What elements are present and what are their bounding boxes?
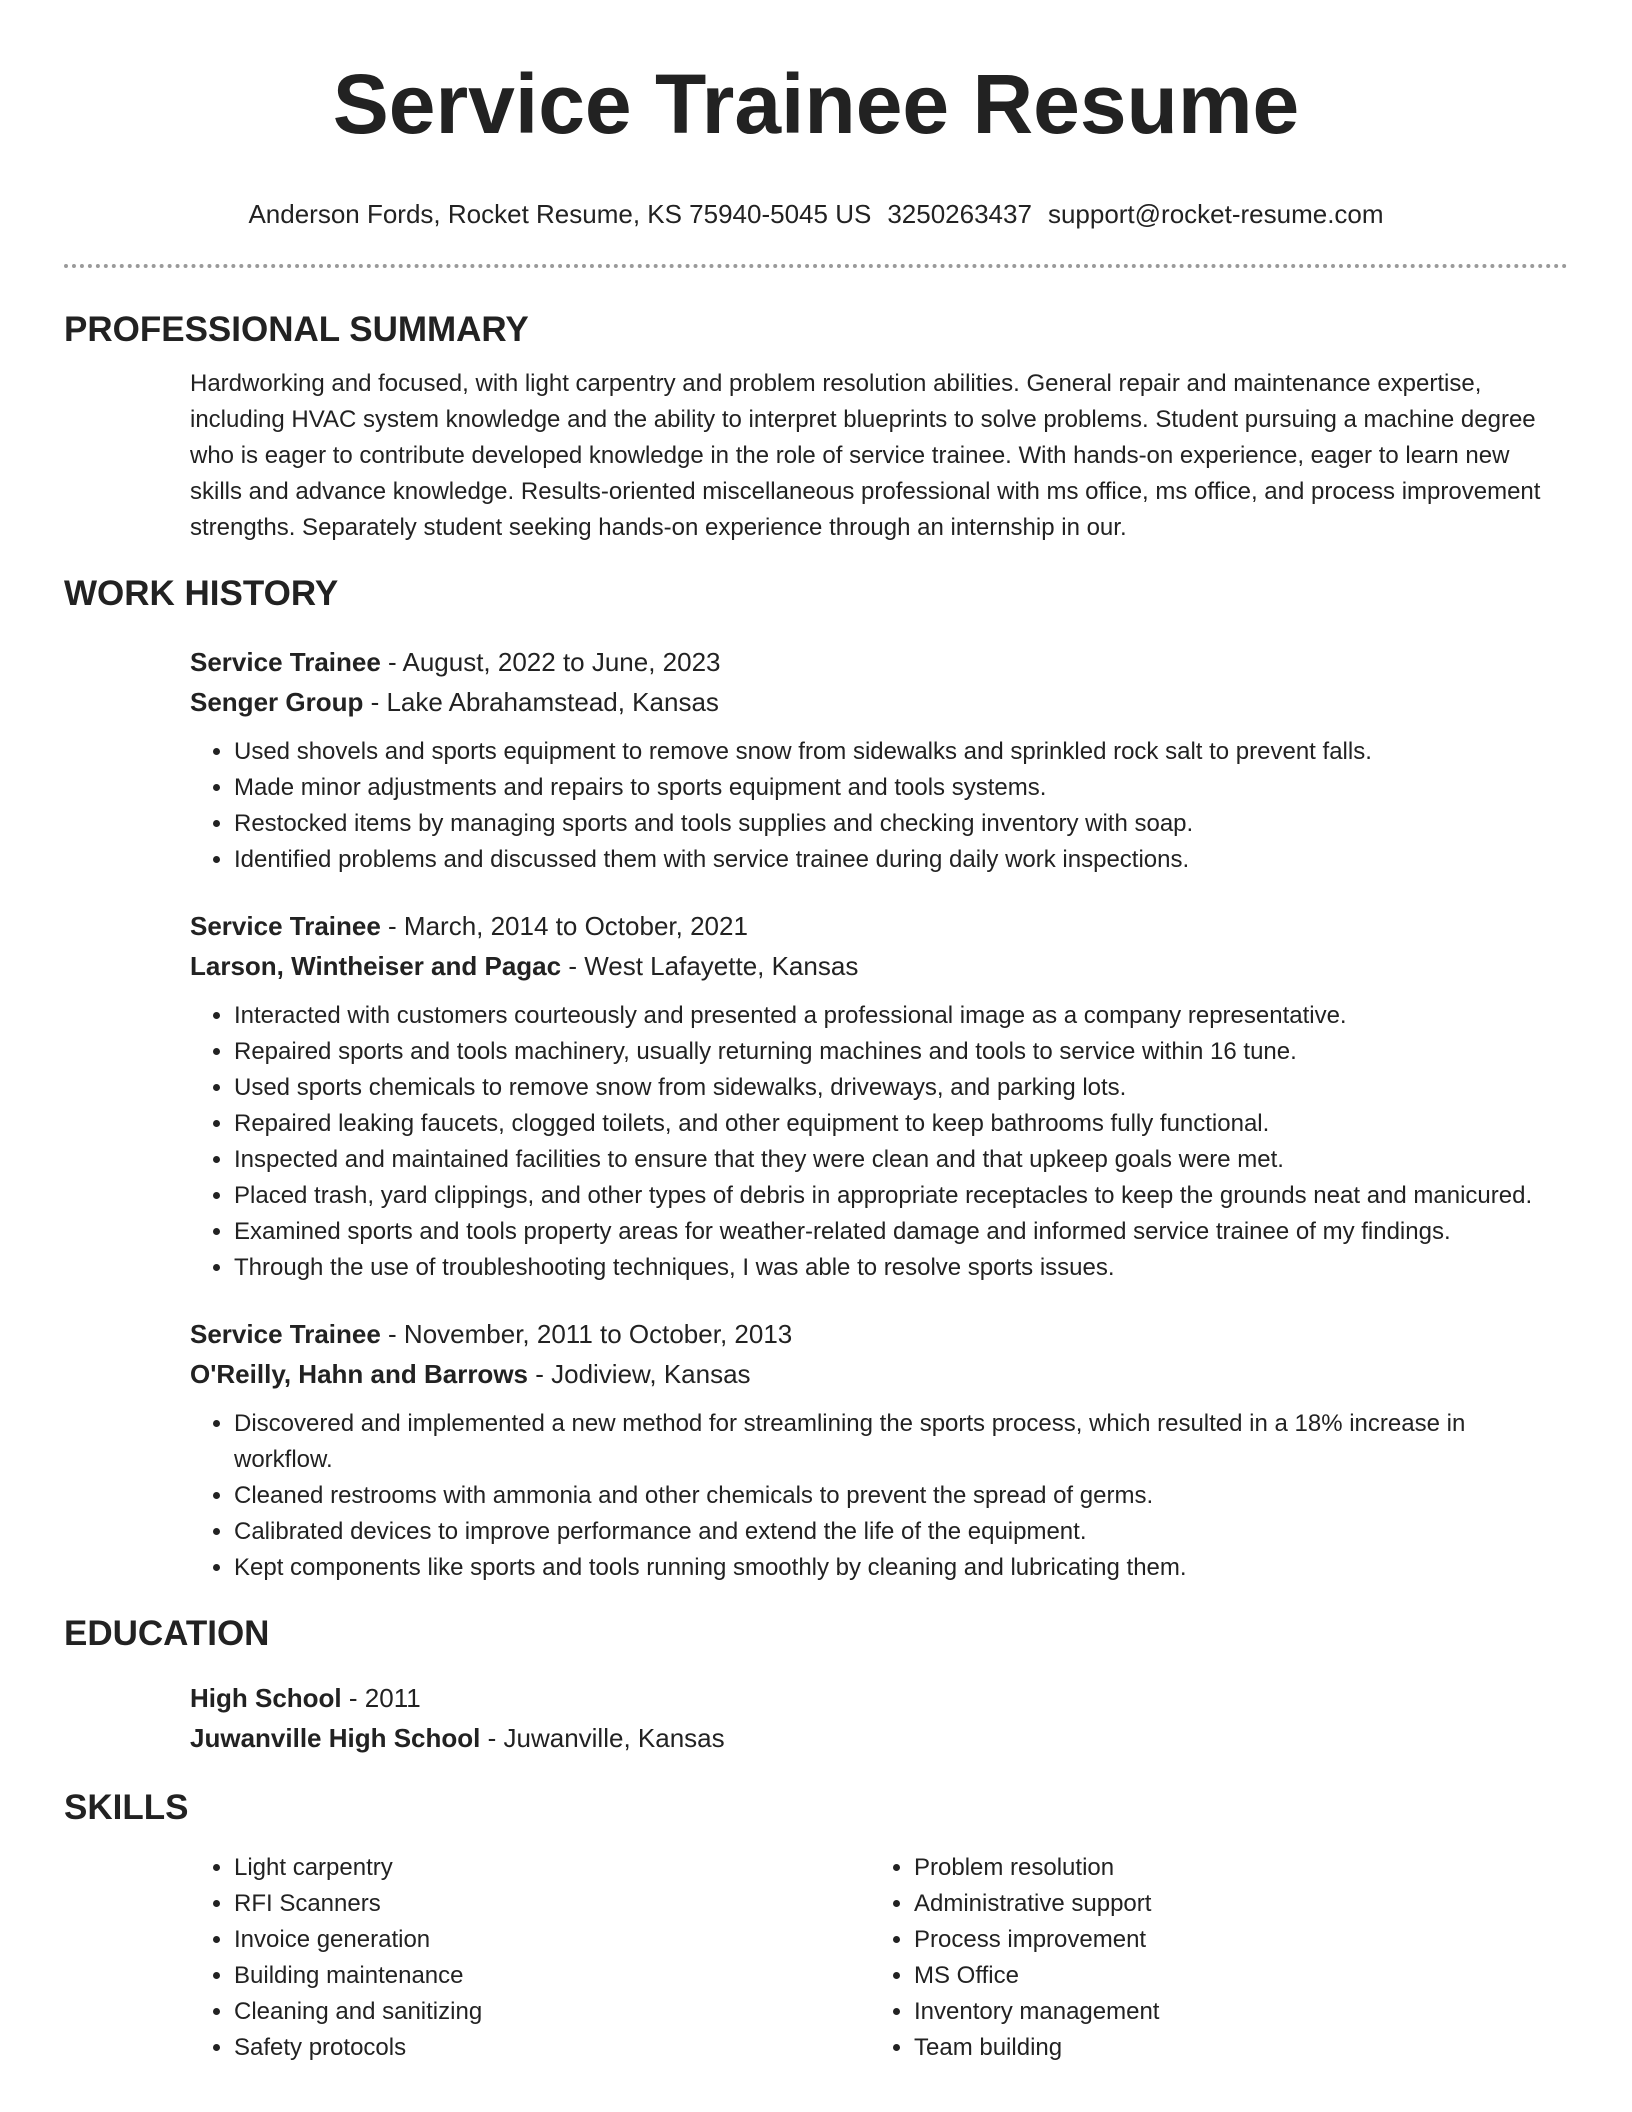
job-bullet: • Placed trash, yard clippings, and other types of debris in appropriate receptacles to keep the grounds neat and manicured. — [234, 1178, 1568, 1214]
job-dates: - March, 2014 to October, 2021 — [380, 911, 748, 941]
skill-item: • Light carpentry — [234, 1850, 870, 1886]
skill-item: • Inventory management — [914, 1994, 1550, 2030]
job-bullet: • Through the use of troubleshooting techniques, I was able to resolve sports issues. — [234, 1250, 1568, 1286]
education-degree: High School — [190, 1683, 342, 1713]
job-bullet: • Identified problems and discussed them with service trainee during daily work inspections. — [234, 842, 1568, 878]
job-company-line — [190, 682, 1568, 722]
job-title: Service Trainee — [190, 911, 381, 941]
job-title-line — [190, 642, 1568, 682]
job-entry — [190, 906, 1568, 1286]
skill-item: • Invoice generation — [234, 1922, 870, 1958]
job-bullet: • Calibrated devices to improve performance and extend the life of the equipment. — [234, 1514, 1568, 1550]
job-bullet: • Used sports chemicals to remove snow from sidewalks, driveways, and parking lots. — [234, 1070, 1568, 1106]
job-entry — [190, 1314, 1568, 1586]
job-location: - Lake Abrahamstead, Kansas — [363, 687, 719, 717]
job-bullet: • Cleaned restrooms with ammonia and other chemicals to prevent the spread of germs. — [234, 1478, 1568, 1514]
section-heading: SKILLS — [64, 1788, 189, 1827]
job-bullet: • Kept components like sports and tools running smoothly by cleaning and lubricating them. — [234, 1550, 1568, 1586]
contact-address: Anderson Fords, Rocket Resume, KS 75940-5045 US — [248, 199, 872, 229]
professional-summary-section — [0, 308, 1632, 546]
skills-column-right — [870, 1850, 1550, 2066]
work-history-body — [190, 642, 1568, 1586]
section-heading: PROFESSIONAL SUMMARY — [64, 310, 529, 349]
skill-item: • Process improvement — [914, 1922, 1550, 1958]
job-location: - West Lafayette, Kansas — [561, 951, 859, 981]
job-bullets — [190, 734, 1568, 878]
skill-item: • Cleaning and sanitizing — [234, 1994, 870, 2030]
job-title-line — [190, 906, 1568, 946]
skills-section — [0, 1786, 1632, 2066]
job-dates: - November, 2011 to October, 2013 — [380, 1319, 793, 1349]
education-location: - Juwanville, Kansas — [480, 1723, 725, 1753]
resume-header — [0, 0, 1632, 230]
job-dates: - August, 2022 to June, 2023 — [380, 647, 721, 677]
work-history-section — [0, 572, 1632, 1586]
header-divider — [64, 264, 1568, 268]
education-year: - 2011 — [341, 1683, 421, 1713]
skill-item: • Problem resolution — [914, 1850, 1550, 1886]
skill-item: • Building maintenance — [234, 1958, 870, 1994]
job-title-line — [190, 1314, 1568, 1354]
contact-line — [0, 198, 1632, 230]
job-bullet: • Interacted with customers courteously and presented a professional image as a company representative. — [234, 998, 1568, 1034]
job-company-line — [190, 1354, 1568, 1394]
skills-column-left — [190, 1850, 870, 2066]
job-bullet: • Made minor adjustments and repairs to sports equipment and tools systems. — [234, 770, 1568, 806]
section-heading: WORK HISTORY — [64, 574, 339, 613]
skill-item: • RFI Scanners — [234, 1886, 870, 1922]
contact-phone: 3250263437 — [887, 199, 1032, 229]
job-title: Service Trainee — [190, 1319, 381, 1349]
education-section — [0, 1612, 1632, 1758]
contact-email: support@rocket-resume.com — [1047, 199, 1384, 229]
job-bullet: • Repaired sports and tools machinery, usually returning machines and tools to service within 16 tune. — [234, 1034, 1568, 1070]
skill-item: • Team building — [914, 2030, 1550, 2066]
job-bullets — [190, 1406, 1568, 1586]
job-bullet: • Examined sports and tools property areas for weather-related damage and informed service trainee of my findings. — [234, 1214, 1568, 1250]
job-bullet: • Restocked items by managing sports and tools supplies and checking inventory with soap. — [234, 806, 1568, 842]
job-bullets — [190, 998, 1568, 1286]
job-company: O'Reilly, Hahn and Barrows — [190, 1359, 528, 1389]
job-bullet: • Discovered and implemented a new method for streamlining the sports process, which resulted in a 18% increase in workflow. — [234, 1406, 1568, 1478]
education-school-line — [190, 1718, 1568, 1758]
summary-text: Hardworking and focused, with light carpentry and problem resolution abilities. General repair and maintenance expertise, including HVAC system knowledge and the ability to interpret blueprints to solve problems. Student pursuing a machine degree who is eager to contribute developed knowledge in the role of service trainee. With hands-on experience, eager to learn new skills and advance knowledge. Results-oriented miscellaneous professional with ms office, ms office, and process improvement strengths. Separately student seeking hands-on experience through an internship in our. — [190, 370, 1541, 541]
education-degree-line — [190, 1678, 1568, 1718]
skill-item: • Safety protocols — [234, 2030, 870, 2066]
education-school: Juwanville High School — [190, 1723, 481, 1753]
job-bullet: • Used shovels and sports equipment to remove snow from sidewalks and sprinkled rock salt to prevent falls. — [234, 734, 1568, 770]
job-company: Senger Group — [190, 687, 364, 717]
job-entry — [190, 642, 1568, 878]
skills-list — [870, 1850, 1550, 2066]
job-bullet: • Inspected and maintained facilities to ensure that they were clean and that upkeep goals were met. — [234, 1142, 1568, 1178]
job-company: Larson, Wintheiser and Pagac — [190, 951, 562, 981]
job-company-line — [190, 946, 1568, 986]
job-bullet: • Repaired leaking faucets, clogged toilets, and other equipment to keep bathrooms fully functional. — [234, 1106, 1568, 1142]
skills-grid — [190, 1850, 1568, 2066]
skill-item: • MS Office — [914, 1958, 1550, 1994]
skill-item: • Administrative support — [914, 1886, 1550, 1922]
section-heading: EDUCATION — [64, 1614, 270, 1653]
education-body — [190, 1678, 1568, 1758]
resume-title: Service Trainee Resume — [332, 57, 1300, 151]
skills-list — [190, 1850, 870, 2066]
job-location: - Jodiview, Kansas — [528, 1359, 751, 1389]
job-title: Service Trainee — [190, 647, 381, 677]
